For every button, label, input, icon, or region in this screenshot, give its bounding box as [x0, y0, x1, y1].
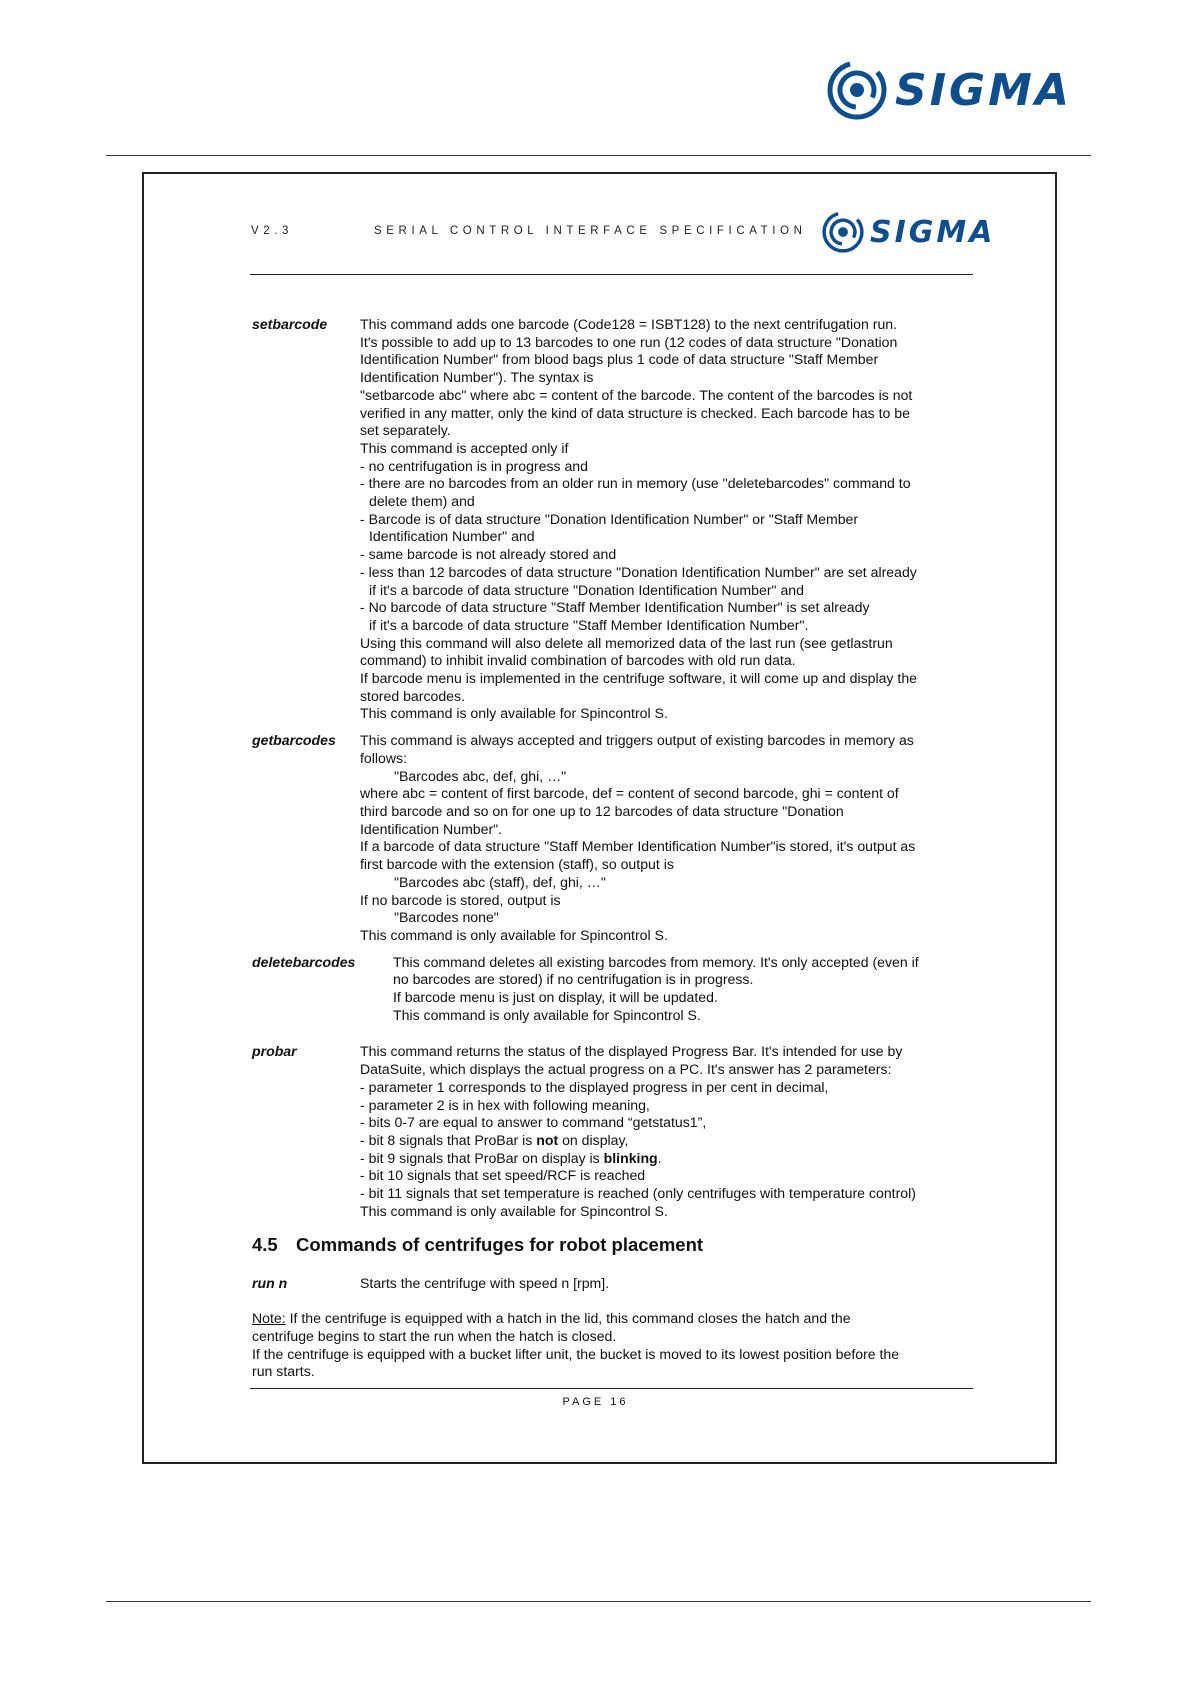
desc-line: "Barcodes abc (staff), def, ghi, …" — [394, 873, 606, 890]
page-number: PAGE 16 — [562, 1396, 629, 1408]
command-description — [360, 316, 974, 723]
desc-line: - Barcode is of data structure "Donation Identification Number" or "Staff Member — [360, 510, 859, 527]
desc-text: . — [657, 1149, 662, 1166]
desc-line: - same barcode is not already stored and — [360, 546, 617, 563]
emphasis-blinking: blinking — [603, 1149, 658, 1166]
desc-line: - bits 0-7 are equal to answer to command “getstatus1”, — [360, 1114, 707, 1131]
desc-line: no barcodes are stored) if no centrifugation is in progress. — [393, 971, 754, 988]
desc-line — [360, 1132, 974, 1150]
desc-line: - no centrifugation is in progress and — [360, 457, 588, 474]
command-term: getbarcodes — [252, 732, 336, 749]
command-term: run n — [252, 1275, 288, 1292]
desc-line: command) to inhibit invalid combination of barcodes with old run data. — [360, 652, 796, 669]
desc-line: This command is only available for Spincontrol S. — [393, 1006, 701, 1023]
note-line — [252, 1310, 974, 1328]
desc-line: if it's a barcode of data structure "Staff Member Identification Number". — [369, 616, 809, 633]
desc-line: if it's a barcode of data structure "Donation Identification Number" and — [369, 581, 804, 598]
desc-line: - parameter 1 corresponds to the displayed progress in per cent in decimal, — [360, 1078, 829, 1095]
desc-text: on display, — [558, 1131, 629, 1148]
inner-logo-wordmark: SIGMA — [870, 214, 996, 250]
desc-line: This command adds one barcode (Code128 = ISBT128) to the next centrifugation run. — [360, 316, 898, 332]
desc-line: verified in any matter, only the kind of data structure is checked. Each barcode has to be — [360, 404, 910, 421]
desc-line: Identification Number"). The syntax is — [360, 369, 594, 386]
inner-company-logo — [822, 211, 995, 253]
sigma-swirl-icon — [827, 60, 887, 120]
desc-line: This command returns the status of the displayed Progress Bar. It's intended for use by — [360, 1043, 903, 1060]
desc-line: If barcode menu is just on display, it will be updated. — [393, 989, 718, 1006]
note-text: If the centrifuge is equipped with a hatch in the lid, this command closes the hatch and the — [285, 1310, 851, 1327]
section-number: 4.5 — [252, 1234, 278, 1256]
desc-line — [360, 1150, 974, 1168]
company-logo — [827, 60, 1072, 120]
desc-line: Identification Number" from blood bags plus 1 code of data structure "Staff Member — [360, 351, 879, 368]
desc-line: This command is only available for Spincontrol S. — [360, 1202, 668, 1219]
desc-line: Using this command will also delete all memorized data of the last run (see getlastrun — [360, 634, 893, 651]
desc-line: - No barcode of data structure "Staff Member Identification Number" is set already — [360, 599, 870, 616]
command-term: probar — [252, 1043, 297, 1060]
command-entry — [252, 1043, 974, 1220]
desc-text: - bit 8 signals that ProBar is — [360, 1131, 537, 1148]
note-block — [252, 1310, 974, 1381]
section-title: Commands of centrifuges for robot placement — [296, 1234, 704, 1256]
desc-line: This command is only available for Spincontrol S. — [360, 926, 668, 943]
desc-line: Identification Number" and — [369, 528, 535, 545]
desc-line: DataSuite, which displays the actual progress on a PC. It's answer has 2 parameters: — [360, 1061, 892, 1078]
doc-title: SERIAL CONTROL INTERFACE SPECIFICATION — [374, 225, 807, 237]
desc-line: "Barcodes none" — [394, 909, 499, 926]
desc-line: "Barcodes abc, def, ghi, …" — [394, 767, 567, 784]
logo-wordmark: SIGMA — [895, 64, 1073, 116]
desc-line: If a barcode of data structure "Staff Member Identification Number"is stored, it's output as — [360, 838, 916, 855]
command-description — [360, 732, 974, 944]
doc-version: V2.3 — [251, 225, 294, 237]
desc-text: - bit 9 signals that ProBar on display is — [360, 1149, 604, 1166]
desc-line: stored barcodes. — [360, 687, 465, 704]
command-entry — [252, 732, 974, 944]
desc-line: If barcode menu is implemented in the centrifuge software, it will come up and display the — [360, 670, 917, 687]
desc-line: - bit 10 signals that set speed/RCF is reached — [360, 1167, 646, 1184]
desc-line: delete them) and — [369, 493, 475, 510]
desc-line: - less than 12 barcodes of data structure "Donation Identification Number" are set already — [360, 563, 917, 580]
command-description — [360, 1043, 974, 1220]
desc-line: third barcode and so on for one up to 12 barcodes of data structure "Donation — [360, 802, 844, 819]
desc-line: This command deletes all existing barcodes from memory. It's only accepted (even if — [393, 953, 919, 970]
command-term: setbarcode — [252, 316, 328, 332]
sigma-swirl-icon — [822, 211, 864, 253]
desc-line: - bit 11 signals that set temperature is reached (only centrifuges with temperature control) — [360, 1185, 916, 1202]
command-description — [360, 1275, 974, 1293]
desc-line: This command is accepted only if — [360, 439, 569, 456]
note-line: If the centrifuge is equipped with a bucket lifter unit, the bucket is moved to its lowest position before the — [252, 1345, 900, 1362]
command-entry — [252, 954, 974, 1025]
note-label: Note: — [252, 1310, 286, 1327]
desc-line: - parameter 2 is in hex with following meaning, — [360, 1096, 650, 1113]
section-heading — [252, 1233, 974, 1257]
top-divider — [106, 155, 1091, 156]
bottom-divider — [106, 1601, 1091, 1602]
emphasis-not: not — [536, 1131, 559, 1148]
desc-line: first barcode with the extension (staff), so output is — [360, 856, 674, 873]
desc-line: This command is only available for Spincontrol S. — [360, 705, 668, 722]
desc-line: If no barcode is stored, output is — [360, 891, 561, 908]
desc-line: Starts the centrifuge with speed n [rpm]. — [360, 1275, 610, 1292]
header-rule — [250, 274, 973, 275]
desc-line: set separately. — [360, 422, 451, 439]
desc-line: This command is always accepted and triggers output of existing barcodes in memory as — [360, 732, 914, 749]
desc-line: "setbarcode abc" where abc = content of the barcode. The content of the barcodes is not — [360, 386, 913, 403]
command-entry — [252, 1275, 974, 1293]
command-description — [393, 954, 974, 1025]
command-entry — [252, 316, 974, 723]
desc-line: follows: — [360, 749, 407, 766]
note-line: centrifuge begins to start the run when the hatch is closed. — [252, 1327, 617, 1344]
desc-line: where abc = content of first barcode, def = content of second barcode, ghi = content of — [360, 785, 899, 802]
desc-line: It's possible to add up to 13 barcodes to one run (12 codes of data structure "Donation — [360, 333, 898, 350]
footer-rule — [250, 1388, 973, 1389]
desc-line: - there are no barcodes from an older run in memory (use "deletebarcodes" command to — [360, 475, 911, 492]
page-content — [252, 316, 974, 1381]
command-term: deletebarcodes — [252, 953, 356, 970]
note-line: run starts. — [252, 1363, 315, 1380]
desc-line: Identification Number". — [360, 820, 503, 837]
